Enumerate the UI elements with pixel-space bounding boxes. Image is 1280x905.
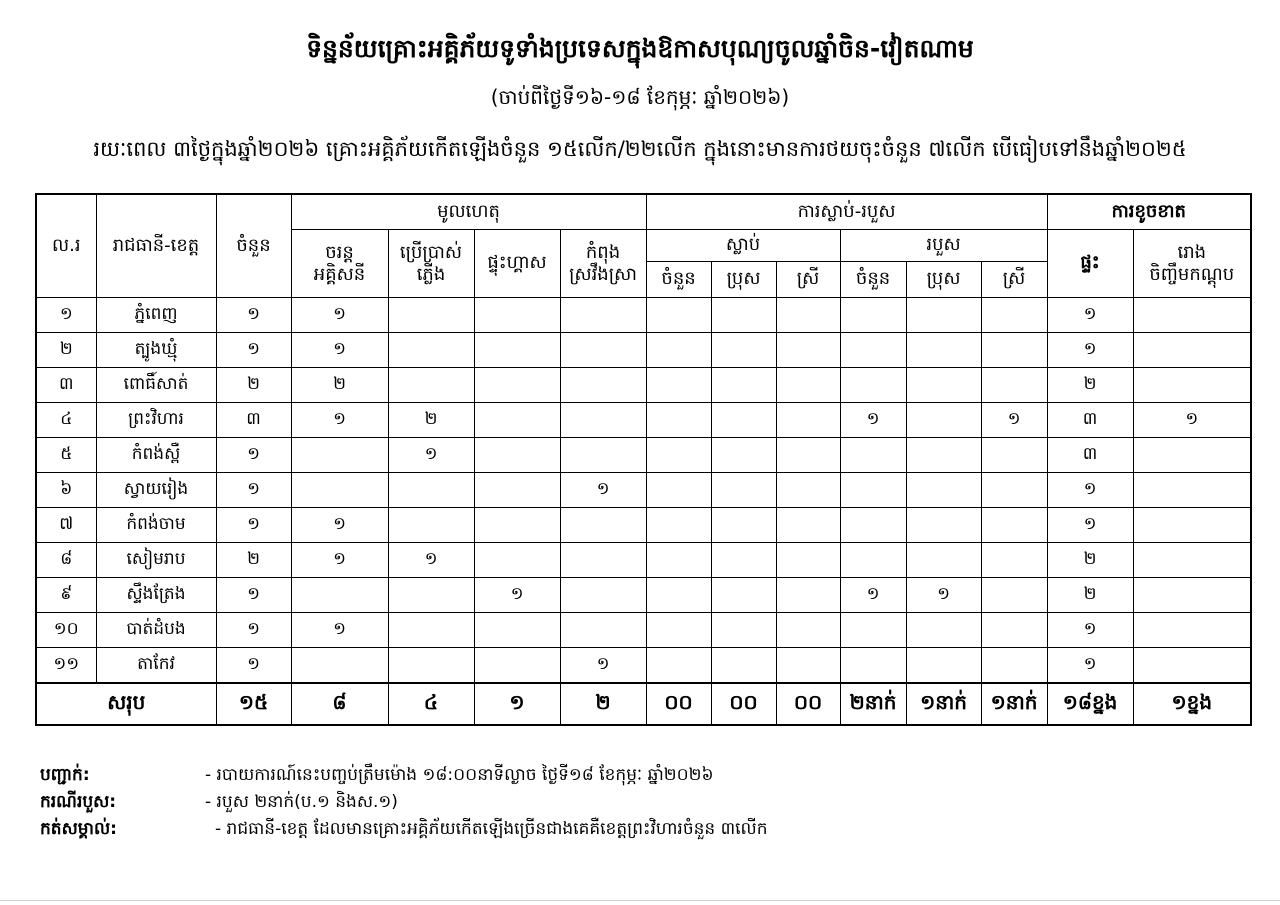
cell-dead-female <box>776 578 840 613</box>
total-electric: ៨ <box>291 683 388 725</box>
table-row <box>36 333 1251 368</box>
cell-dead-count <box>646 613 711 648</box>
cell-no: ៧ <box>36 508 96 543</box>
total-explosion: ១ <box>474 683 560 725</box>
cell-province: ពោធិ៍សាត់ <box>96 368 216 403</box>
header-no: ល.រ <box>36 194 96 298</box>
cell-injured-male <box>906 543 981 578</box>
cell-count: ១ <box>216 438 291 473</box>
cell-province: តាកែវ <box>96 648 216 684</box>
cell-drunk <box>560 613 646 648</box>
cell-electric: ១ <box>291 543 388 578</box>
header-fire-use: ប្រើប្រាស់ ភ្លើង <box>388 230 474 298</box>
cell-injured-count <box>840 438 906 473</box>
cell-injured-count: ១ <box>840 578 906 613</box>
cell-house: ៣ <box>1047 438 1133 473</box>
cell-injured-count <box>840 613 906 648</box>
cell-electric: ១ <box>291 298 388 333</box>
table-body <box>36 298 1251 684</box>
cell-injured-male <box>906 368 981 403</box>
note-text: - របាយការណ៍នេះបញ្ចប់ត្រឹមម៉ោង ១៨:០០នាទីល្ងាច ថ្ងៃទី១៨ ខែកុម្ភៈ ឆ្នាំ២០២៦ <box>205 765 714 785</box>
cell-explosion <box>474 543 560 578</box>
page-bottom-divider <box>0 900 1280 901</box>
cell-count: ៣ <box>216 403 291 438</box>
note-text: - របួស ២នាក់(ប.១ និងស.១) <box>205 792 398 812</box>
cell-injured-male <box>906 333 981 368</box>
cell-count: ២ <box>216 368 291 403</box>
cell-explosion <box>474 438 560 473</box>
cell-province: ស្ទឹងត្រែង <box>96 578 216 613</box>
cell-dead-male <box>711 368 776 403</box>
cell-dead-count <box>646 368 711 403</box>
cell-dead-male <box>711 508 776 543</box>
cell-dead-male <box>711 543 776 578</box>
cell-injured-count <box>840 648 906 684</box>
cell-hall <box>1133 368 1251 403</box>
cell-dead-count <box>646 543 711 578</box>
cell-injured-male <box>906 613 981 648</box>
cell-injured-male <box>906 438 981 473</box>
total-injured-female: ១នាក់ <box>981 683 1047 725</box>
cell-drunk: ១ <box>560 648 646 684</box>
cell-injured-female <box>981 333 1047 368</box>
cell-injured-count <box>840 333 906 368</box>
cell-fire-use <box>388 578 474 613</box>
total-label: សរុប <box>36 683 216 725</box>
cell-hall <box>1133 508 1251 543</box>
cell-dead-female <box>776 438 840 473</box>
cell-fire-use: ២ <box>388 403 474 438</box>
cell-injured-male: ១ <box>906 578 981 613</box>
table-row <box>36 368 1251 403</box>
cell-dead-count <box>646 578 711 613</box>
cell-dead-male <box>711 438 776 473</box>
cell-dead-female <box>776 298 840 333</box>
report-summary: រយៈពេល ៣ថ្ងៃក្នុងឆ្នាំ២០២៦ គ្រោះអគ្គិភ័យកើតឡើងចំនួន ១៥លើក/២២លើក ក្នុងនោះមានការថយចុះចំនួន ៧លើក បើធៀបទៅនឹងឆ្នាំ២០២៥ <box>93 137 1187 161</box>
cell-no: ៩ <box>36 578 96 613</box>
cell-injured-count <box>840 473 906 508</box>
cell-injured-count <box>840 368 906 403</box>
header-dead-female: ស្រី <box>776 262 840 298</box>
cell-injured-female: ១ <box>981 403 1047 438</box>
cell-province: កំពង់ចាម <box>96 508 216 543</box>
cell-hall <box>1133 438 1251 473</box>
cell-count: ១ <box>216 648 291 684</box>
cell-injured-male <box>906 403 981 438</box>
cell-fire-use <box>388 333 474 368</box>
note-injury <box>40 791 1250 818</box>
cell-fire-use <box>388 298 474 333</box>
cell-province: ស្វាយរៀង <box>96 473 216 508</box>
cell-dead-male <box>711 578 776 613</box>
cell-injured-count <box>840 508 906 543</box>
note-label: ករណីរបួស: <box>40 792 117 812</box>
note-label: កត់សម្គាល់: <box>40 819 117 839</box>
cell-count: ១ <box>216 333 291 368</box>
total-drunk: ២ <box>560 683 646 725</box>
cell-hall <box>1133 578 1251 613</box>
cell-no: ១១ <box>36 648 96 684</box>
header-province: រាជធានី-ខេត្ត <box>96 194 216 298</box>
cell-drunk <box>560 578 646 613</box>
cell-no: ២ <box>36 333 96 368</box>
cell-no: ៦ <box>36 473 96 508</box>
cell-dead-female <box>776 508 840 543</box>
note-remark <box>40 818 1250 845</box>
cell-electric: ១ <box>291 613 388 648</box>
cell-drunk <box>560 403 646 438</box>
cell-hall <box>1133 613 1251 648</box>
cell-no: ១ <box>36 298 96 333</box>
cell-injured-female <box>981 368 1047 403</box>
cell-electric <box>291 473 388 508</box>
cell-hall <box>1133 543 1251 578</box>
cell-electric: ១ <box>291 508 388 543</box>
cell-electric: ១ <box>291 333 388 368</box>
cell-explosion: ១ <box>474 578 560 613</box>
header-casualty: ការស្លាប់-របួស <box>646 194 1047 230</box>
table-total-row <box>36 683 1251 725</box>
cell-house: ១ <box>1047 648 1133 684</box>
cell-drunk <box>560 368 646 403</box>
table-row <box>36 473 1251 508</box>
cell-explosion <box>474 648 560 684</box>
total-dead-male: ០០ <box>711 683 776 725</box>
cell-count: ១ <box>216 613 291 648</box>
total-dead-count: ០០ <box>646 683 711 725</box>
note-confirm <box>40 764 1250 791</box>
cell-dead-female <box>776 473 840 508</box>
header-house: ផ្ទះ <box>1047 230 1133 298</box>
header-injured-male: ប្រុស <box>906 262 981 298</box>
header-injured: របួស <box>840 230 1047 262</box>
total-fire-use: ៤ <box>388 683 474 725</box>
cell-dead-male <box>711 648 776 684</box>
table-row <box>36 613 1251 648</box>
cell-dead-male <box>711 298 776 333</box>
header-count: ចំនួន <box>216 194 291 298</box>
cell-count: ១ <box>216 508 291 543</box>
cell-injured-count: ១ <box>840 403 906 438</box>
cell-dead-count <box>646 333 711 368</box>
table-row <box>36 438 1251 473</box>
total-hall: ១ខ្នង <box>1133 683 1251 725</box>
note-label: បញ្ជាក់: <box>40 765 90 785</box>
table-row <box>36 543 1251 578</box>
cell-no: ១០ <box>36 613 96 648</box>
cell-dead-count <box>646 648 711 684</box>
cell-count: ២ <box>216 543 291 578</box>
cell-province: ភ្នំពេញ <box>96 298 216 333</box>
cell-injured-female <box>981 438 1047 473</box>
cell-no: ៥ <box>36 438 96 473</box>
cell-hall <box>1133 648 1251 684</box>
cell-injured-male <box>906 648 981 684</box>
cell-dead-female <box>776 648 840 684</box>
header-dead-count: ចំនួន <box>646 262 711 298</box>
cell-no: ៨ <box>36 543 96 578</box>
cell-fire-use: ១ <box>388 543 474 578</box>
cell-injured-male <box>906 508 981 543</box>
table-row <box>36 403 1251 438</box>
total-dead-female: ០០ <box>776 683 840 725</box>
cell-province: កំពង់ស្ពឺ <box>96 438 216 473</box>
cell-dead-count <box>646 473 711 508</box>
table-row <box>36 578 1251 613</box>
cell-fire-use <box>388 473 474 508</box>
cell-house: ១ <box>1047 333 1133 368</box>
cell-drunk <box>560 438 646 473</box>
cell-injured-female <box>981 648 1047 684</box>
cell-no: ៤ <box>36 403 96 438</box>
cell-hall <box>1133 333 1251 368</box>
cell-dead-male <box>711 333 776 368</box>
cell-injured-female <box>981 543 1047 578</box>
cell-drunk: ១ <box>560 473 646 508</box>
cell-dead-male <box>711 473 776 508</box>
note-text: - រាជធានី-ខេត្ត ដែលមានគ្រោះអគ្គិភ័យកើតឡើងច្រើនជាងគេគឺខេត្តព្រះវិហារចំនួន ៣លើក <box>215 819 768 839</box>
cell-fire-use <box>388 508 474 543</box>
cell-injured-count <box>840 298 906 333</box>
cell-injured-female <box>981 613 1047 648</box>
cell-injured-male <box>906 473 981 508</box>
cell-dead-female <box>776 333 840 368</box>
header-hall: រោង ចិញ្ចឹមកណ្ដុប <box>1133 230 1251 298</box>
cell-fire-use <box>388 368 474 403</box>
header-gas-explosion: ផ្ទុះហ្គាស <box>474 230 560 298</box>
header-electric: ចរន្ត អគ្គិសនី <box>291 230 388 298</box>
cell-dead-female <box>776 543 840 578</box>
total-injured-male: ១នាក់ <box>906 683 981 725</box>
cell-house: ២ <box>1047 543 1133 578</box>
cell-drunk <box>560 508 646 543</box>
report-title: ទិន្នន័យគ្រោះអគ្គិភ័យទូទាំងប្រទេសក្នុងឱកាសបុណ្យចូលឆ្នាំចិន-វៀតណាម <box>306 34 974 63</box>
cell-injured-female <box>981 508 1047 543</box>
cell-explosion <box>474 368 560 403</box>
notes-section <box>40 764 1250 845</box>
cell-explosion <box>474 403 560 438</box>
cell-province: ត្បូងឃ្មុំ <box>96 333 216 368</box>
cell-dead-count <box>646 438 711 473</box>
table-row <box>36 298 1251 333</box>
cell-hall <box>1133 473 1251 508</box>
cell-explosion <box>474 473 560 508</box>
cell-province: សៀមរាប <box>96 543 216 578</box>
cell-injured-female <box>981 473 1047 508</box>
table-row <box>36 648 1251 684</box>
cell-fire-use <box>388 648 474 684</box>
header-injured-female: ស្រី <box>981 262 1047 298</box>
cell-dead-count <box>646 508 711 543</box>
cell-hall <box>1133 298 1251 333</box>
cell-house: ១ <box>1047 613 1133 648</box>
cell-explosion <box>474 333 560 368</box>
total-house: ១៨ខ្នង <box>1047 683 1133 725</box>
cell-count: ១ <box>216 578 291 613</box>
cell-province: បាត់ដំបង <box>96 613 216 648</box>
cell-drunk <box>560 298 646 333</box>
cell-injured-female <box>981 578 1047 613</box>
header-drunk: កំពុង ស្រវឹងស្រា <box>560 230 646 298</box>
cell-drunk <box>560 333 646 368</box>
table-row <box>36 508 1251 543</box>
cell-explosion <box>474 613 560 648</box>
cell-house: ១ <box>1047 298 1133 333</box>
cell-no: ៣ <box>36 368 96 403</box>
cell-hall: ១ <box>1133 403 1251 438</box>
cell-house: ១ <box>1047 508 1133 543</box>
cell-dead-male <box>711 613 776 648</box>
cell-house: ១ <box>1047 473 1133 508</box>
header-dead: ស្លាប់ <box>646 230 840 262</box>
cell-electric <box>291 648 388 684</box>
cell-electric: ១ <box>291 403 388 438</box>
cell-house: ៣ <box>1047 403 1133 438</box>
cell-electric <box>291 438 388 473</box>
total-injured-count: ២នាក់ <box>840 683 906 725</box>
cell-injured-male <box>906 298 981 333</box>
fire-incident-table <box>35 193 1252 726</box>
cell-electric: ២ <box>291 368 388 403</box>
cell-dead-count <box>646 403 711 438</box>
cell-injured-female <box>981 298 1047 333</box>
cell-dead-female <box>776 403 840 438</box>
cell-count: ១ <box>216 473 291 508</box>
cell-injured-count <box>840 543 906 578</box>
cell-dead-male <box>711 403 776 438</box>
cell-fire-use: ១ <box>388 438 474 473</box>
cell-dead-count <box>646 298 711 333</box>
cell-explosion <box>474 298 560 333</box>
cell-dead-female <box>776 368 840 403</box>
cell-province: ព្រះវិហារ <box>96 403 216 438</box>
cell-house: ២ <box>1047 368 1133 403</box>
total-count: ១៥ <box>216 683 291 725</box>
report-date-range: (ចាប់ពីថ្ងៃទី១៦-១៨ ខែកុម្ភៈ ឆ្នាំ២០២៦) <box>490 85 790 109</box>
header-damage: ការខូចខាត <box>1047 194 1251 230</box>
header-injured-count: ចំនួន <box>840 262 906 298</box>
cell-dead-female <box>776 613 840 648</box>
cell-electric <box>291 578 388 613</box>
cell-drunk <box>560 543 646 578</box>
cell-house: ២ <box>1047 578 1133 613</box>
cell-count: ១ <box>216 298 291 333</box>
header-dead-male: ប្រុស <box>711 262 776 298</box>
cell-fire-use <box>388 613 474 648</box>
header-cause: មូលហេតុ <box>291 194 646 230</box>
cell-explosion <box>474 508 560 543</box>
